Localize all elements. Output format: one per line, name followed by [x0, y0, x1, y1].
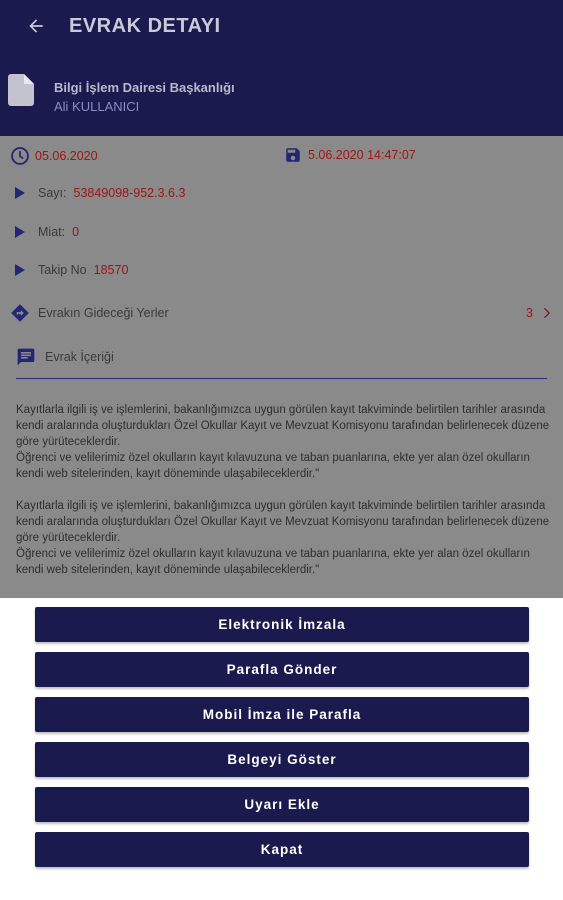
add-warning-button[interactable]: Uyarı Ekle — [35, 787, 529, 822]
directions-icon — [10, 303, 30, 323]
sign-button[interactable]: Elektronik İmzala — [35, 607, 529, 642]
sayi-row — [14, 186, 185, 200]
destinations-count: 3 — [526, 306, 533, 320]
chevron-right-icon — [539, 306, 553, 320]
takip-label: Takip No — [38, 263, 87, 277]
play-icon — [14, 187, 26, 199]
body-paragraph: Kayıtlarla ilgili iş ve işlemlerini, bakanlığımızca uygun görülen kayıt takviminde belirtilen tarihler arasında kendi aralarında oluşturdukları Özel Okullar Kayıt ve Mevzuat Komisyonu tarafından belirlenecek düzene göre yürüteceklerdir. Öğrenci ve velilerimiz özel okulların kayıt kılavuzuna ve taban puanlarına, ekte yer alan özel okulların kendi web sitelerinden, kayıt döneminde ulaşabileceklerdir." — [16, 500, 550, 576]
mobile-sign-button[interactable]: Mobil İmza ile Parafla — [35, 697, 529, 732]
page-title: EVRAK DETAYI — [69, 15, 221, 37]
miat-value: 0 — [72, 225, 80, 239]
content-label: Evrak İçeriği — [45, 350, 114, 364]
message-icon — [16, 347, 36, 367]
document-body — [16, 402, 556, 594]
back-button[interactable] — [22, 12, 50, 40]
app-bar — [0, 0, 563, 136]
document-date: 05.06.2020 — [35, 149, 98, 163]
user-name: Ali KULLANICI — [54, 99, 140, 114]
miat-row — [14, 225, 79, 239]
content-divider — [16, 378, 547, 379]
destinations-row[interactable] — [10, 303, 553, 323]
document-details — [0, 136, 563, 602]
takip-value: 18570 — [93, 263, 129, 277]
clock-icon — [10, 146, 30, 166]
department-name: Bilgi İşlem Dairesi Başkanlığı — [54, 80, 235, 95]
sayi-value: 53849098-952.3.6.3 — [73, 186, 186, 200]
content-row — [16, 347, 114, 367]
sayi-label: Sayı: — [38, 186, 67, 200]
send-paraph-button[interactable]: Parafla Gönder — [35, 652, 529, 687]
file-icon — [8, 74, 34, 111]
show-document-button[interactable]: Belgeyi Göster — [35, 742, 529, 777]
action-sheet — [0, 598, 563, 900]
arrow-left-icon — [26, 16, 46, 36]
play-icon — [14, 226, 26, 238]
body-paragraph: Kayıtlarla ilgili iş ve işlemlerini, bakanlığımızca uygun görülen kayıt takviminde belirtilen tarihler arasında kendi aralarında oluşturdukları Özel Okullar Kayıt ve Mevzuat Komisyonu tarafından belirlenecek düzene göre yürüteceklerdir. Öğrenci ve velilerimiz özel okulların kayıt kılavuzuna ve taban puanlarına, ekte yer alan özel okulların kendi web sitelerinden, kayıt döneminde ulaşabileceklerdir." — [16, 404, 550, 480]
saved-row — [284, 146, 416, 164]
date-row — [10, 146, 98, 166]
miat-label: Miat: — [38, 225, 66, 239]
floppy-icon — [284, 146, 302, 164]
saved-timestamp: 5.06.2020 14:47:07 — [308, 148, 416, 162]
play-icon — [14, 264, 26, 276]
takip-row — [14, 263, 128, 277]
close-button[interactable]: Kapat — [35, 832, 529, 867]
destinations-label: Evrakın Gideceği Yerler — [38, 306, 169, 320]
